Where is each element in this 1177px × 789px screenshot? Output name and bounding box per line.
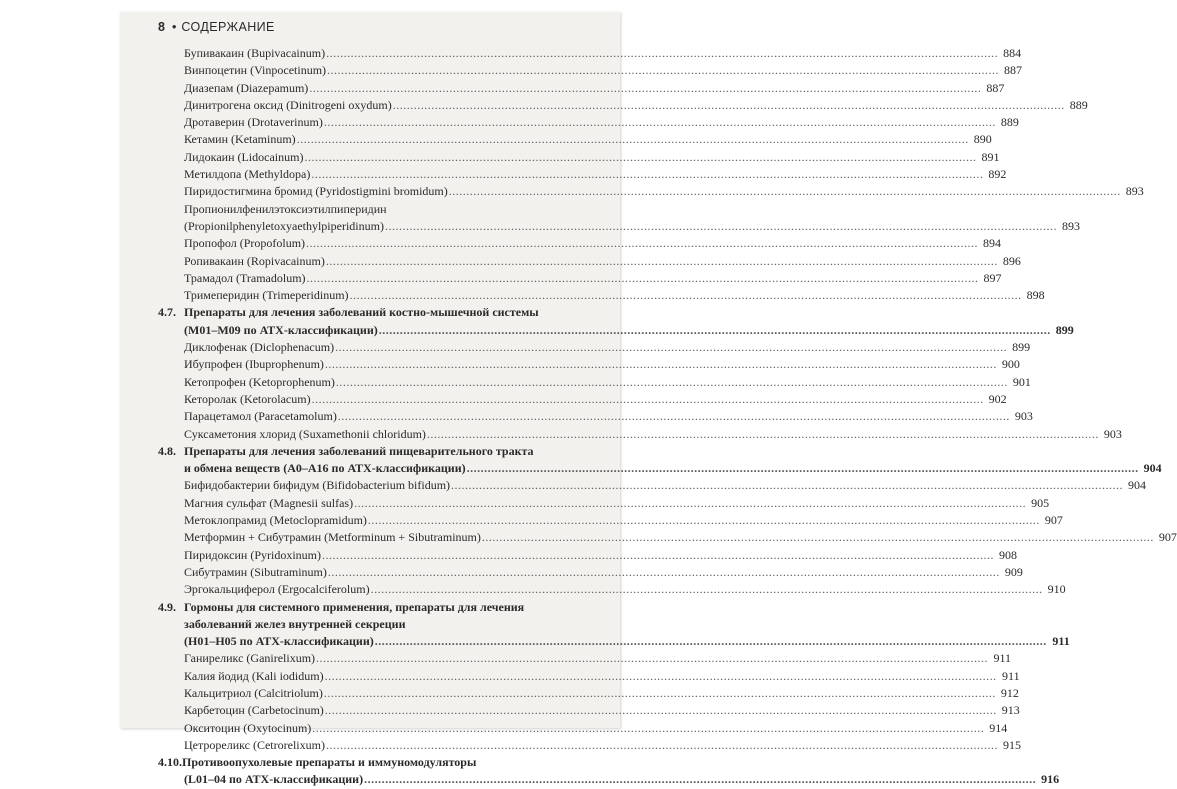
- entry-page: 889: [1000, 115, 1019, 130]
- entry-page: 911: [993, 651, 1012, 666]
- dot-leader: [322, 547, 994, 564]
- section-title: Противоопухолевые препараты и иммуномодуляторы: [182, 755, 477, 770]
- entry-page: 887: [1004, 63, 1023, 78]
- dot-leader: [326, 45, 998, 62]
- entry-title: Магния сульфат (Magnesii sulfas): [184, 495, 354, 510]
- entry-page: 899: [1012, 340, 1031, 355]
- entry-page: 904: [1128, 478, 1147, 493]
- toc-entry[interactable]: [158, 564, 1023, 581]
- running-header: [158, 20, 275, 34]
- dot-leader: [325, 356, 997, 373]
- entry-title: Цетрореликс (Cetrorelixum): [184, 737, 325, 752]
- toc-entry[interactable]: [158, 512, 1063, 529]
- section-title-cont: и обмена веществ (А0–А16 по АТХ-классификации): [184, 461, 466, 476]
- dot-leader: [375, 633, 1047, 650]
- section-number: 4.10.: [158, 755, 182, 770]
- section-number: 4.9.: [158, 599, 176, 614]
- dot-leader: [368, 512, 1040, 529]
- dot-leader: [385, 218, 1057, 235]
- dot-leader: [312, 391, 984, 408]
- dot-leader: [467, 460, 1139, 477]
- dot-leader: [311, 166, 983, 183]
- entry-page: 912: [1000, 685, 1019, 700]
- toc-entry[interactable]: [158, 391, 1007, 408]
- entry-page: 884: [1003, 46, 1022, 60]
- dot-leader: [379, 322, 1051, 339]
- entry-title: Кетопрофен (Ketoprophenum): [184, 374, 335, 389]
- entry-title-cont: (Propionilphenyletoxyaethylpiperidinum): [184, 218, 384, 233]
- toc-entry[interactable]: [158, 702, 1020, 719]
- section-page: 899: [1055, 322, 1074, 337]
- dot-leader: [304, 149, 976, 166]
- section-heading-4-10[interactable]: [158, 754, 574, 771]
- entry-title: Ропивакаин (Ropivacainum): [184, 253, 325, 268]
- section-title: Препараты для лечения заболеваний пищеварительного тракта: [184, 443, 534, 458]
- entry-page: 887: [986, 80, 1005, 95]
- entry-page: 909: [1004, 564, 1023, 579]
- dot-leader: [297, 131, 969, 148]
- section-heading-4-7-cont[interactable]: [158, 322, 1074, 339]
- dot-leader: [350, 287, 1022, 304]
- entry-page: 891: [981, 149, 1000, 164]
- dot-leader: [309, 80, 981, 97]
- section-heading-4-8[interactable]: [158, 443, 574, 460]
- dot-leader: [307, 270, 979, 287]
- dot-leader: [338, 408, 1010, 425]
- entry-title: Диазепам (Diazepamum): [184, 80, 309, 95]
- section-heading-4-10-cont[interactable]: [158, 771, 1060, 788]
- dot-leader: [451, 477, 1123, 494]
- section-heading-4-9-cont[interactable]: [158, 616, 574, 633]
- entry-page: 893: [1061, 218, 1080, 233]
- toc-entry[interactable]: [158, 426, 1122, 443]
- toc-entry-line2[interactable]: [158, 218, 1080, 235]
- entry-page: 900: [1001, 357, 1020, 372]
- entry-page: 908: [998, 547, 1017, 562]
- dot-leader: [312, 720, 984, 737]
- entry-title: Пиридоксин (Pyridoxinum): [184, 547, 321, 562]
- entry-title: Метформин + Сибутрамин (Metforminum + Sibutraminum): [184, 530, 481, 545]
- entry-page: 915: [1002, 737, 1021, 752]
- entry-page: 905: [1031, 495, 1050, 510]
- entry-title: Диклофенак (Diclophenacum): [184, 340, 335, 355]
- entry-title: Окситоцин (Oxytocinum): [184, 720, 312, 735]
- entry-title: Тримеперидин (Trimeperidinum): [184, 288, 349, 303]
- page-number: 8: [158, 20, 165, 34]
- toc-entry[interactable]: [158, 685, 1019, 702]
- entry-page: 914: [989, 720, 1008, 735]
- section-page: 916: [1041, 772, 1060, 787]
- entry-title: Бифидобактерии бифидум (Bifidobacterium bifidum): [184, 478, 451, 493]
- table-of-contents: [158, 45, 1177, 789]
- toc-entry[interactable]: [158, 737, 1021, 754]
- entry-title: Парацетамол (Paracetamolum): [184, 409, 337, 424]
- toc-entry[interactable]: [158, 547, 1017, 564]
- toc-entry[interactable]: [158, 356, 1020, 373]
- dot-leader: [371, 581, 1043, 598]
- toc-entry[interactable]: [158, 270, 1002, 287]
- entry-page: 910: [1047, 582, 1066, 597]
- entry-page: 903: [1103, 426, 1122, 441]
- bullet-separator: •: [171, 20, 177, 34]
- toc-entry[interactable]: [158, 408, 1033, 425]
- entry-title: Бупивакаин (Bupivacainum): [184, 46, 326, 60]
- toc-entry[interactable]: [158, 529, 1177, 546]
- entry-title: Калия йодид (Kali iodidum): [184, 668, 324, 683]
- entry-title: Ибупрофен (Ibuprophenum): [184, 357, 324, 372]
- dot-leader: [328, 564, 1000, 581]
- entry-page: 893: [1125, 184, 1144, 199]
- dot-leader: [326, 253, 998, 270]
- toc-entry[interactable]: [158, 650, 1012, 667]
- entry-title: Лидокаин (Lidocainum): [184, 149, 304, 164]
- entry-title: Пропионилфенилэтоксиэтилпиперидин: [184, 201, 387, 216]
- toc-entry[interactable]: [158, 45, 1022, 62]
- entry-title: Пропофол (Propofolum): [184, 236, 306, 251]
- toc-entry[interactable]: [158, 287, 1045, 304]
- dot-leader: [336, 374, 1008, 391]
- toc-entry[interactable]: [158, 668, 1020, 685]
- section-title-cont: (Н01–Н05 по АТХ-классификации): [184, 634, 374, 649]
- entry-title: Кеторолак (Ketorolacum): [184, 391, 311, 406]
- toc-entry[interactable]: [158, 235, 1002, 252]
- toc-entry[interactable]: [158, 495, 1050, 512]
- section-title-cont: (L01–04 по АТХ-классификации): [184, 772, 364, 787]
- toc-entry[interactable]: [158, 339, 1031, 356]
- section-title: Гормоны для системного применения, препараты для лечения: [184, 599, 525, 614]
- entry-page: 897: [983, 270, 1002, 285]
- section-heading-4-8-cont[interactable]: [158, 460, 1162, 477]
- section-title-cont: заболеваний желез внутренней секреции: [184, 616, 406, 631]
- entry-page: 890: [973, 132, 992, 147]
- dot-leader: [306, 235, 978, 252]
- running-title: СОДЕРЖАНИЕ: [181, 20, 275, 34]
- section-title-cont: (М01–М09 по АТХ-классификации): [184, 322, 378, 337]
- dot-leader: [364, 771, 1036, 788]
- toc-entry[interactable]: [158, 97, 1088, 114]
- entry-title: Суксаметония хлорид (Suxamethonii chloridum): [184, 426, 426, 441]
- dot-leader: [324, 685, 996, 702]
- entry-title: Метоклопрамид (Metoclopramidum): [184, 513, 367, 528]
- section-page: 904: [1143, 461, 1162, 476]
- entry-page: 903: [1014, 409, 1033, 424]
- entry-title: Дротаверин (Drotaverinum): [184, 115, 323, 130]
- toc-entry[interactable]: [158, 720, 1008, 737]
- dot-leader: [354, 495, 1026, 512]
- dot-leader: [326, 737, 998, 754]
- toc-entry[interactable]: [158, 581, 1066, 598]
- dot-leader: [325, 702, 997, 719]
- section-heading-4-7[interactable]: [158, 304, 574, 321]
- entry-page: 898: [1026, 288, 1045, 303]
- toc-entry[interactable]: [158, 62, 1023, 79]
- toc-entry-line1[interactable]: [158, 201, 574, 218]
- entry-title: Кальцитриол (Calcitriolum): [184, 685, 323, 700]
- entry-page: 913: [1001, 703, 1020, 718]
- toc-entry[interactable]: [158, 374, 1031, 391]
- section-heading-4-9[interactable]: [158, 599, 574, 616]
- entry-page: 889: [1069, 97, 1088, 112]
- entry-title: Пиридостигмина бромид (Pyridostigmini bromidum): [184, 184, 448, 199]
- entry-title: Трамадол (Tramadolum): [184, 270, 306, 285]
- section-page: 911: [1052, 634, 1070, 649]
- entry-title: Метилдопа (Methyldopa): [184, 167, 311, 182]
- dot-leader: [324, 114, 996, 131]
- entry-page: 902: [988, 391, 1007, 406]
- dot-leader: [327, 62, 999, 79]
- entry-title: Кетамин (Ketaminum): [184, 132, 296, 147]
- entry-page: 896: [1002, 253, 1021, 268]
- section-heading-4-9-cont2[interactable]: [158, 633, 1070, 650]
- entry-page: 892: [988, 167, 1007, 182]
- dot-leader: [335, 339, 1007, 356]
- entry-page: 907: [1044, 513, 1063, 528]
- book-page: [120, 12, 1177, 787]
- section-number: 4.7.: [158, 305, 176, 320]
- toc-entry[interactable]: [158, 149, 1000, 166]
- toc-entry[interactable]: [158, 131, 992, 148]
- toc-entry[interactable]: [158, 80, 1005, 97]
- toc-entry[interactable]: [158, 477, 1147, 494]
- dot-leader: [393, 97, 1065, 114]
- entry-title: Динитрогена оксид (Dinitrogeni oxydum): [184, 97, 392, 112]
- entry-title: Эргокальциферол (Ergocalciferolum): [184, 582, 370, 597]
- entry-page: 911: [1002, 668, 1020, 683]
- entry-title: Карбетоцин (Carbetocinum): [184, 703, 324, 718]
- dot-leader: [482, 529, 1154, 546]
- dot-leader: [325, 668, 997, 685]
- dot-leader: [449, 183, 1121, 200]
- entry-page: 907: [1158, 530, 1177, 545]
- toc-entry[interactable]: [158, 114, 1019, 131]
- toc-entry[interactable]: [158, 183, 1144, 200]
- dot-leader: [427, 426, 1099, 443]
- toc-entry[interactable]: [158, 166, 1007, 183]
- entry-title: Сибутрамин (Sibutraminum): [184, 564, 327, 579]
- toc-entry[interactable]: [158, 253, 1021, 270]
- dot-leader: [316, 650, 988, 667]
- entry-title: Ганиреликс (Ganirelixum): [184, 651, 316, 666]
- entry-page: 894: [983, 236, 1002, 251]
- section-number: 4.8.: [158, 443, 176, 458]
- section-title: Препараты для лечения заболеваний костно-мышечной системы: [184, 305, 539, 320]
- entry-title: Винпоцетин (Vinpocetinum): [184, 63, 327, 78]
- entry-page: 901: [1012, 374, 1031, 389]
